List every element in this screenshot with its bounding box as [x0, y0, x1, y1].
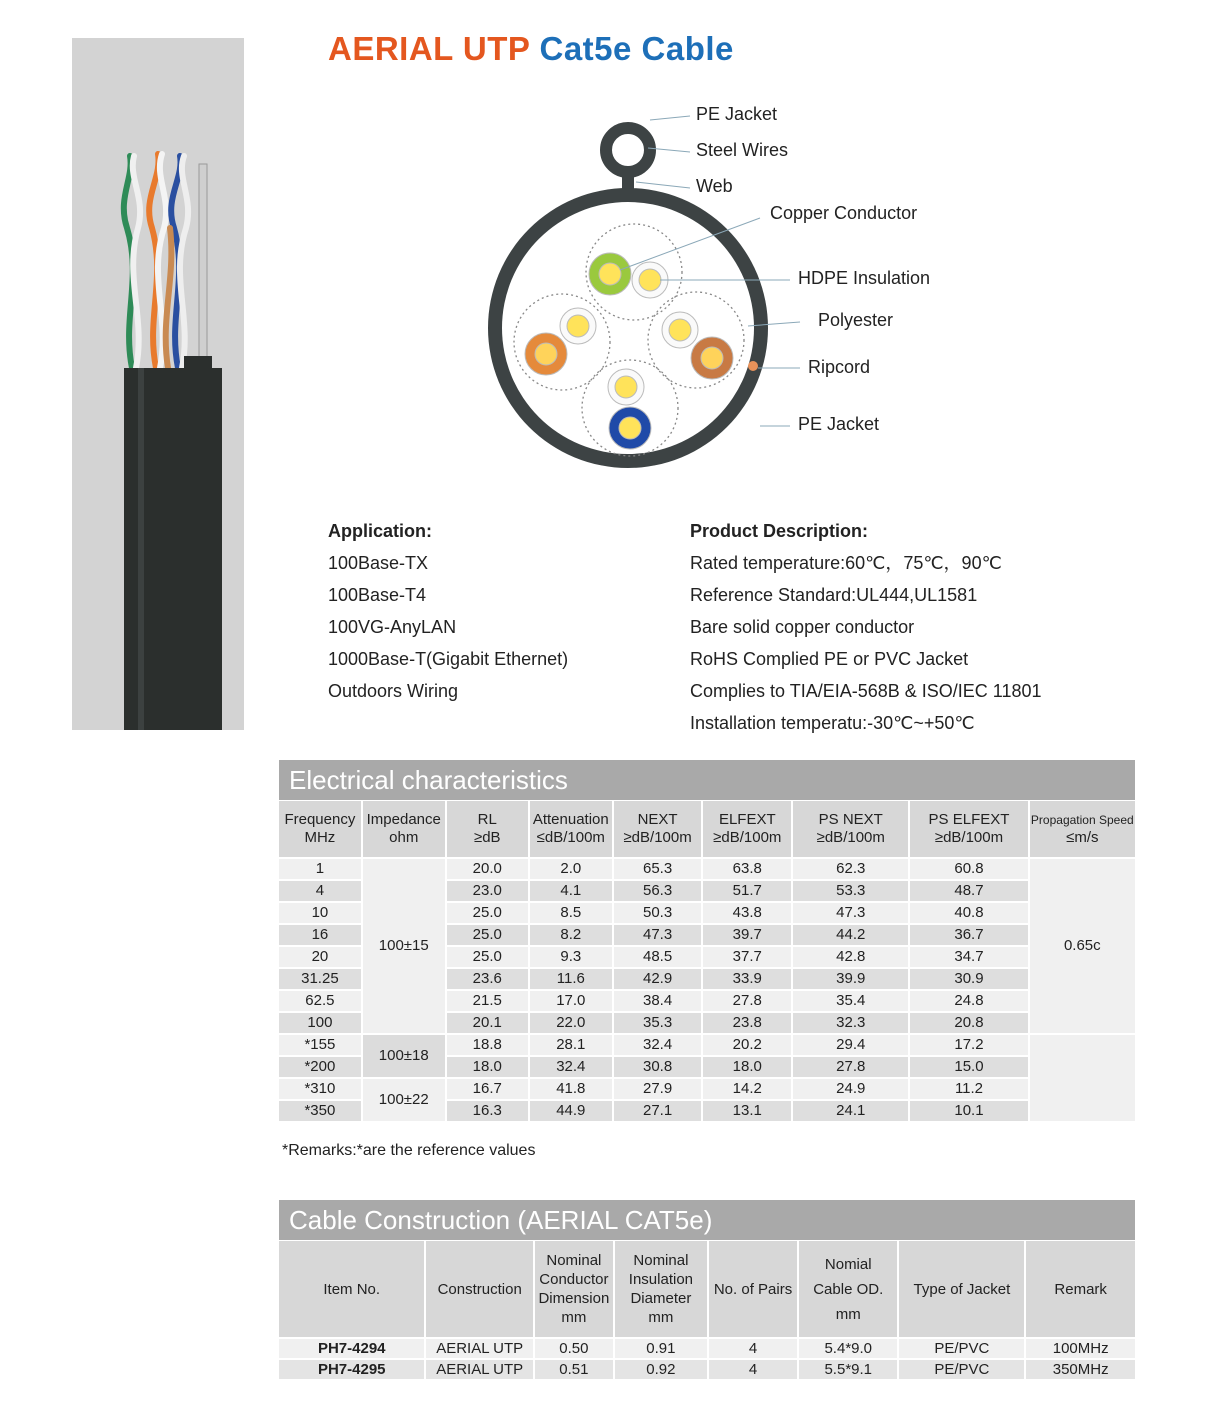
- header-construction: Construction: [426, 1241, 533, 1337]
- construction-heading: Cable Construction (AERIAL CAT5e): [279, 1200, 1135, 1240]
- application-item: 100VG-AnyLAN: [328, 617, 457, 637]
- table-row: *200 18.0 32.4 30.8 18.0 27.8 15.0: [279, 1057, 1135, 1077]
- impedance-group: 100±22: [363, 1079, 445, 1121]
- label-copper-conductor: Copper Conductor: [770, 203, 918, 223]
- table-row: 62.5 21.5 17.0 38.4 27.8 35.4 24.8: [279, 991, 1135, 1011]
- header-elfext: ELFEXT ≥dB/100m: [703, 801, 791, 857]
- header-item-no: Item No.: [279, 1241, 424, 1337]
- header-remark: Remark: [1026, 1241, 1135, 1337]
- header-impedance: Impedance ohm: [363, 801, 445, 857]
- header-frequency: Frequency MHz: [279, 801, 361, 857]
- label-ripcord: Ripcord: [808, 357, 871, 377]
- header-propagation: Propagation Speed ≤m/s: [1030, 801, 1135, 857]
- header-ps-next: PS NEXT ≥dB/100m: [793, 801, 908, 857]
- label-web: Web: [696, 176, 733, 196]
- table-header-row: [279, 1241, 1135, 1337]
- electrical-table: [277, 799, 1137, 1123]
- table-row: *155 100±18 18.8 28.1 32.4 20.2 29.4 17.2: [279, 1035, 1135, 1055]
- product-description-section: [690, 515, 1042, 739]
- application-heading: Application:: [328, 521, 432, 541]
- table-row: PH7-4295 AERIAL UTP 0.51 0.92 4 5.5*9.1 PE/PVC 350MHz: [279, 1360, 1135, 1379]
- table-row: 4 23.0 4.1 56.3 51.7 53.3 48.7: [279, 881, 1135, 901]
- propagation-value: 0.65c: [1030, 859, 1135, 1033]
- table-row: 16 25.0 8.2 47.3 39.7 44.2 36.7: [279, 925, 1135, 945]
- application-item: 100Base-TX: [328, 553, 429, 573]
- title-part2: Cat5e Cable: [539, 30, 734, 67]
- description-item: RoHS Complied PE or PVC Jacket: [690, 649, 969, 669]
- label-pe-jacket-top: PE Jacket: [696, 104, 778, 124]
- cable-photo: [72, 38, 244, 730]
- header-od: Nomial Cable OD. mm: [799, 1241, 897, 1337]
- label-polyester: Polyester: [818, 310, 894, 330]
- impedance-group: 100±18: [363, 1035, 445, 1077]
- table-row: PH7-4294 AERIAL UTP 0.50 0.91 4 5.4*9.0 PE/PVC 100MHz: [279, 1339, 1135, 1358]
- header-jacket: Type of Jacket: [899, 1241, 1024, 1337]
- description-item: Complies to TIA/EIA-568B & ISO/IEC 11801: [690, 681, 1042, 701]
- table-row: 1 100±15 20.0 2.0 65.3 63.8 62.3 60.8 0.65c: [279, 859, 1135, 879]
- label-hdpe-insulation: HDPE Insulation: [798, 268, 931, 288]
- header-next: NEXT ≥dB/100m: [614, 801, 702, 857]
- construction-table: [277, 1239, 1137, 1381]
- header-pairs: No. of Pairs: [709, 1241, 797, 1337]
- table-row: 31.25 23.6 11.6 42.9 33.9 39.9 30.9: [279, 969, 1135, 989]
- page-title: [328, 30, 734, 68]
- table-row: 10 25.0 8.5 50.3 43.8 47.3 40.8: [279, 903, 1135, 923]
- application-item: 100Base-T4: [328, 585, 427, 605]
- electrical-heading: Electrical characteristics: [279, 760, 1135, 800]
- application-item: Outdoors Wiring: [328, 681, 459, 701]
- header-ps-elfext: PS ELFEXT ≥dB/100m: [910, 801, 1027, 857]
- label-steel-wires: Steel Wires: [696, 140, 789, 160]
- header-attenuation: Attenuation ≤dB/100m: [530, 801, 612, 857]
- remark-text: *Remarks:*are the reference values: [282, 1142, 536, 1159]
- description-item: Installation temperatu:-30℃~+50℃: [690, 713, 975, 733]
- application-item: 1000Base-T(Gigabit Ethernet): [328, 649, 569, 669]
- label-pe-jacket-bottom: PE Jacket: [798, 414, 880, 434]
- application-section: [328, 515, 568, 707]
- header-rl: RL ≥dB: [447, 801, 528, 857]
- table-row: 20 25.0 9.3 48.5 37.7 42.8 34.7: [279, 947, 1135, 967]
- description-item: Bare solid copper conductor: [690, 617, 915, 637]
- table-row: *310 100±22 16.7 41.8 27.9 14.2 24.9 11.2: [279, 1079, 1135, 1099]
- header-insulation: Nominal Insulation Diameter mm: [615, 1241, 707, 1337]
- cable-cross-section-diagram: [450, 90, 970, 510]
- title-part1: AERIAL UTP: [328, 30, 530, 67]
- table-row: 100 20.1 22.0 35.3 23.8 32.3 20.8: [279, 1013, 1135, 1033]
- table-header-row: [279, 801, 1135, 857]
- product-description-heading: Product Description:: [690, 521, 869, 541]
- impedance-group: 100±15: [363, 859, 445, 1033]
- description-item: Rated temperature:60℃，75℃，90℃: [690, 553, 1002, 573]
- description-item: Reference Standard:UL444,UL1581: [690, 585, 978, 605]
- header-conductor: Nominal Conductor Dimension mm: [535, 1241, 613, 1337]
- table-row: *350 16.3 44.9 27.1 13.1 24.1 10.1: [279, 1101, 1135, 1121]
